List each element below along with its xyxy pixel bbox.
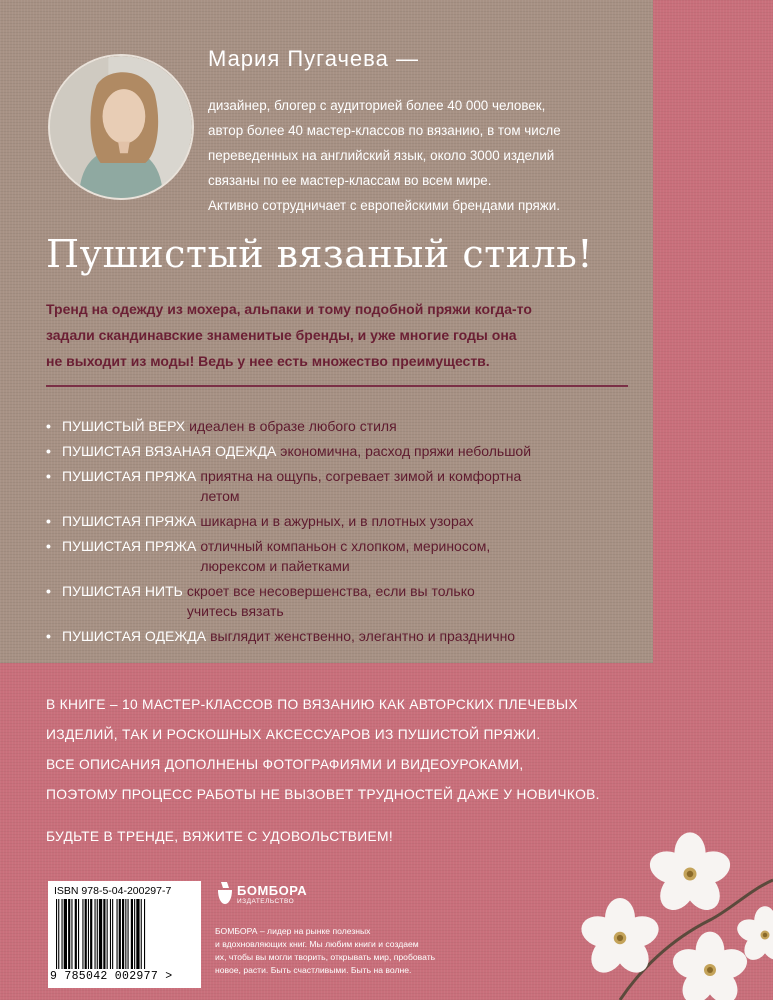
barcode-bar xyxy=(99,899,102,969)
feature-name: ПУШИСТЫЙ ВЕРХ xyxy=(62,418,186,434)
call-to-action: БУДЬТЕ В ТРЕНДЕ, ВЯЖИТЕ С УДОВОЛЬСТВИЕМ! xyxy=(46,829,393,844)
publisher-logo-icon xyxy=(215,880,235,906)
bullet: • xyxy=(46,628,51,644)
barcode-bar xyxy=(78,899,79,969)
barcode-bar xyxy=(136,899,139,969)
publisher-description xyxy=(215,925,455,977)
barcode xyxy=(48,881,201,988)
feature-desc: экономична, расход пряжи небольшой xyxy=(280,443,532,459)
barcode-bar xyxy=(56,899,57,969)
intro-paragraph xyxy=(46,296,646,374)
promo-line: ПОЭТОМУ ПРОЦЕСС РАБОТЫ НЕ ВЫЗОВЕТ ТРУДНОСТЕЙ ДАЖЕ У НОВИЧКОВ. xyxy=(46,787,600,802)
publisher-subtitle: ИЗДАТЕЛЬСТВО xyxy=(237,898,295,905)
barcode-bar xyxy=(134,899,135,969)
feature-item xyxy=(46,626,646,646)
barcode-bar xyxy=(58,899,59,969)
divider xyxy=(46,385,628,387)
bullet: • xyxy=(46,538,51,554)
barcode-bar xyxy=(125,899,126,969)
barcode-bar xyxy=(128,899,129,969)
feature-item xyxy=(46,441,646,461)
publisher-name: БОМБОРА xyxy=(237,883,308,898)
barcode-bar xyxy=(97,899,98,969)
intro-line: Тренд на одежду из мохера, альпаки и тому подобной пряжи когда-то xyxy=(46,301,532,317)
feature-item xyxy=(46,536,646,576)
publisher-line: и вдохновляющих книг. Мы любим книги и создаем xyxy=(215,939,419,949)
feature-item xyxy=(46,511,646,531)
bio-line: дизайнер, блогер с аудиторией более 40 000 человек, xyxy=(208,98,546,113)
bio-line: переведенных на английский язык, около 3000 изделий xyxy=(208,148,555,163)
bullet: • xyxy=(46,443,51,459)
feature-name: ПУШИСТАЯ ПРЯЖА xyxy=(62,513,197,529)
barcode-bar xyxy=(64,899,67,969)
barcode-bar xyxy=(71,899,72,969)
barcode-bar xyxy=(131,899,133,969)
intro-line: задали скандинавские знаменитые бренды, и уже многие годы она xyxy=(46,327,517,343)
feature-name: ПУШИСТАЯ ПРЯЖА xyxy=(62,538,197,554)
bio-line: Активно сотрудничает с европейскими брендами пряжи. xyxy=(208,198,560,213)
barcode-bar xyxy=(112,899,113,969)
feature-item xyxy=(46,466,646,506)
promo-line: ИЗДЕЛИЙ, ТАК И РОСКОШНЫХ АКСЕССУАРОВ ИЗ ПУШИСТОЙ ПРЯЖИ. xyxy=(46,727,541,742)
publisher-line: их, чтобы вы могли творить, открывать мир, пробовать xyxy=(215,952,436,962)
features-list xyxy=(46,416,646,651)
headline: Пушистый вязаный стиль! xyxy=(46,232,594,276)
feature-item xyxy=(46,416,646,436)
barcode-bar xyxy=(95,899,96,969)
barcode-bar xyxy=(88,899,89,969)
barcode-bar xyxy=(103,899,105,969)
barcode-bar xyxy=(119,899,121,969)
barcode-bar xyxy=(68,899,70,969)
barcode-bar xyxy=(110,899,111,969)
flowers-decoration xyxy=(560,820,773,1000)
publisher-line: новое, расти. Быть счастливыми. Быть на волне. xyxy=(215,965,412,975)
barcode-bar xyxy=(82,899,83,969)
bio-line: автор более 40 мастер-классов по вязанию, в том числе xyxy=(208,123,561,138)
feature-desc: приятна на ощупь, согревает зимой и комфортна летом xyxy=(200,468,522,504)
publisher-line: БОМБОРА – лидер на рынке полезных xyxy=(215,926,371,936)
ean-number: 9 785042 002977 > xyxy=(50,970,173,983)
barcode-bar xyxy=(122,899,124,969)
feature-name: ПУШИСТАЯ ОДЕЖДА xyxy=(62,628,207,644)
feature-desc: отличный компаньон с хлопком, мериносом, люрексом и пайетками xyxy=(200,538,491,574)
bullet: • xyxy=(46,513,51,529)
barcode-bar xyxy=(107,899,108,969)
bullet: • xyxy=(46,583,51,599)
barcode-bar xyxy=(85,899,87,969)
barcode-bar xyxy=(75,899,77,969)
feature-name: ПУШИСТАЯ ПРЯЖА xyxy=(62,468,197,484)
promo-line: В КНИГЕ – 10 МАСТЕР-КЛАССОВ ПО ВЯЗАНИЮ КАК АВТОРСКИХ ПЛЕЧЕВЫХ xyxy=(46,697,578,712)
barcode-bar xyxy=(117,899,118,969)
barcode-bar xyxy=(62,899,63,969)
bio-line: связаны по ее мастер-классам во всем мире. xyxy=(208,173,492,188)
promo-line: ВСЕ ОПИСАНИЯ ДОПОЛНЕНЫ ФОТОГРАФИЯМИ И ВИДЕОУРОКАМИ, xyxy=(46,757,524,772)
feature-desc: скроет все несовершенства, если вы только учитесь вязать xyxy=(186,583,475,619)
author-bio xyxy=(208,93,628,218)
feature-desc: идеален в образе любого стиля xyxy=(189,418,397,434)
barcode-bars xyxy=(56,899,193,969)
barcode-bar xyxy=(141,899,142,969)
author-name: Мария Пугачева — xyxy=(208,46,419,71)
feature-name: ПУШИСТАЯ НИТЬ xyxy=(62,583,183,599)
bullet: • xyxy=(46,468,51,484)
feature-item xyxy=(46,581,646,621)
feature-name: ПУШИСТАЯ ВЯЗАНАЯ ОДЕЖДА xyxy=(62,443,277,459)
isbn-label: ISBN 978-5-04-200297-7 xyxy=(54,885,172,897)
barcode-bar xyxy=(90,899,92,969)
feature-desc: шикарна и в ажурных, и в плотных узорах xyxy=(200,513,474,529)
bullet: • xyxy=(46,418,51,434)
author-photo xyxy=(48,54,194,200)
intro-line: не выходит из моды! Ведь у нее есть множество преимуществ. xyxy=(46,353,490,369)
feature-desc: выглядит женственно, элегантно и празднично xyxy=(210,628,516,644)
barcode-bar xyxy=(144,899,145,969)
